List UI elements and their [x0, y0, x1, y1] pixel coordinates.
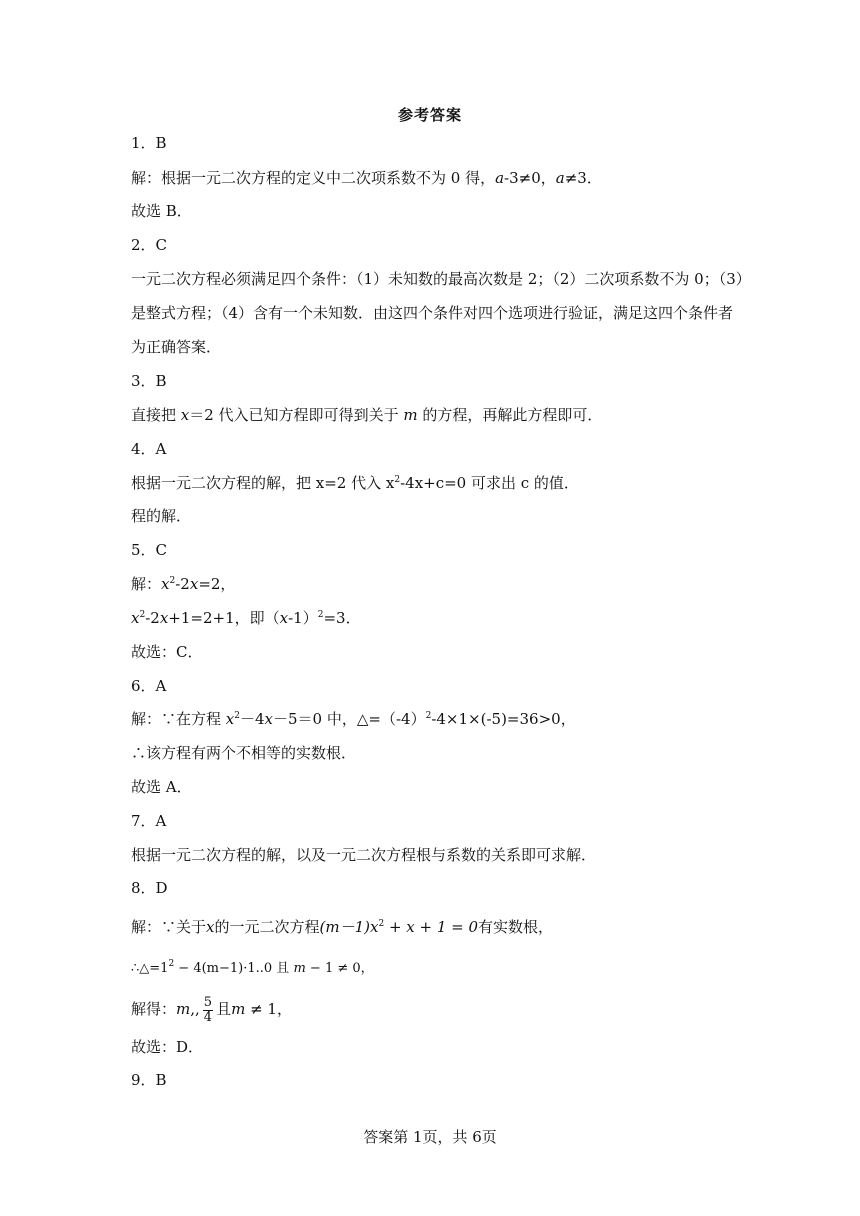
answer-5-label: 5．C [131, 541, 168, 559]
answer-5-line-1: 解：$x^2-2x=2$， [131, 575, 236, 593]
answer-5-line-2: $x^2-2x+1=2+1$，即$(x-1)^2=3$． [131, 609, 361, 627]
answer-7-label: 7．A [131, 812, 167, 830]
answer-8-label: 8．D [131, 879, 168, 897]
answer-1-line-1: 解：根据一元二次方程的定义中二次项系数不为 0 得，a-3≠0，a≠3． [131, 169, 602, 187]
answer-6-line-2: ∴该方程有两个不相等的实数根． [131, 744, 357, 762]
answer-5-line-3: 故选：C． [131, 643, 203, 661]
answer-6-label: 6．A [131, 677, 167, 695]
answer-7-line-1: 根据一元二次方程的解，以及一元二次方程根与系数的关系即可求解． [131, 846, 597, 864]
answer-3-label: 3．B [131, 372, 167, 390]
answer-6-line-3: 故选 A． [131, 778, 192, 796]
answer-2-label: 2．C [131, 236, 168, 254]
answer-6-line-1: 解：∵在方程 $x^2-4x-5=0$ 中，$\triangle=(-4)^2-4\times 1\times(-5)=36>0$， [131, 710, 576, 728]
answer-8-line-4: 故选：D． [131, 1038, 204, 1056]
page-footer: 答案第 1页，共 6页 [363, 1128, 497, 1146]
fraction: $\frac{5}{4}$ [203, 994, 213, 1025]
answer-4-label: 4．A [131, 440, 167, 458]
page-title: 参考答案 [397, 106, 462, 124]
answer-2-line-2: 是整式方程；（4）含有一个未知数．由这四个条件对四个选项进行验证，满足这四个条件者 [131, 304, 734, 322]
answer-4-line-2: 程的解． [131, 507, 192, 525]
answer-1-line-2: 故选 B． [131, 202, 192, 220]
answer-8-line-1: 解：∵关于x的一元二次方程$(m-1)x^2 + x + 1 = 0$有实数根， [131, 918, 554, 936]
answer-9-label: 9．B [131, 1071, 167, 1089]
answer-2-line-1: 一元二次方程必须满足四个条件：（1）未知数的最高次数是 2；（2）二次项系数不为 0；（3） [131, 270, 751, 288]
answer-8-line-2: $\therefore\triangle=1^2 - 4(m-1)\cdot 1..0$ 且 m − 1 ≠ 0， [131, 959, 374, 976]
answer-3-line-1: 直接把 x＝2 代入已知方程即可得到关于 m 的方程，再解此方程即可． [131, 406, 603, 424]
answer-1-label: 1．B [131, 134, 167, 152]
answer-8-line-3: 解得：m,, $\frac{5}{4}$ 且m ≠ 1， [131, 994, 292, 1025]
answer-4-line-1: 根据一元二次方程的解，把 x=2 代入 $x^2-4x+c=0$ 可求出 c 的值． [131, 474, 579, 492]
answer-2-line-3: 为正确答案． [131, 338, 222, 356]
